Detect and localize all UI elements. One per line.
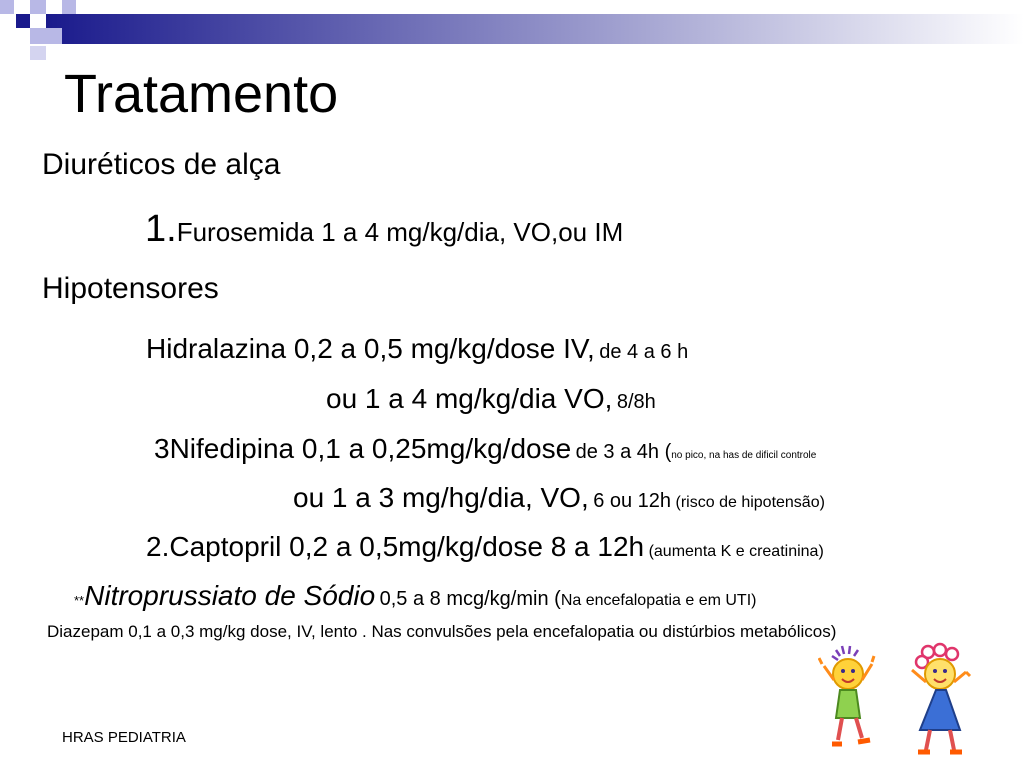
furosemida-line — [145, 208, 623, 252]
captopril-line — [146, 531, 824, 563]
nifedipina-dose: 3Nifedipina 0,1 a 0,25mg/kg/dose — [154, 433, 572, 464]
nifedipina-alt-note: (risco de hipotensão) — [675, 494, 825, 511]
nitro-prefix: ** — [74, 593, 85, 608]
header-square — [30, 46, 46, 60]
header-square — [30, 0, 46, 14]
nifedipina-alt-line — [293, 482, 825, 514]
hidralazina-alt-dose: ou 1 a 4 mg/kg/dia VO, — [326, 383, 613, 414]
captopril-note: (aumenta K e creatinina) — [648, 543, 824, 560]
hidralazina-alt-interval: 8/8h — [616, 391, 656, 413]
nifedipina-note: no pico, na has de dificil controle — [671, 450, 817, 461]
diazepam-line: Diazepam 0,1 a 0,3 mg/kg dose, IV, lento . Nas convulsões pela encefalopatia ou distúrbios metabólicos) — [47, 622, 837, 641]
child-right-figure — [912, 644, 970, 752]
header-square — [16, 14, 30, 28]
header-square — [62, 0, 76, 14]
header-square — [46, 28, 62, 44]
hidralazina-interval: de 4 a 6 h — [599, 341, 689, 363]
header-gradient-band — [46, 14, 1024, 44]
header-decoration — [0, 0, 1024, 62]
header-square — [0, 0, 14, 14]
furosemida-text: Furosemida 1 a 4 mg/kg/dia, VO,ou IM — [176, 217, 624, 247]
hidralazina-alt-line — [326, 383, 656, 415]
section-heading-diureticos: Diuréticos de alça — [42, 148, 281, 181]
footer-label: HRAS PEDIATRIA — [62, 729, 186, 746]
section-heading-hipotensores: Hipotensores — [42, 272, 219, 305]
hidralazina-line — [146, 333, 688, 365]
nitro-name: Nitroprussiato de Sódio — [84, 580, 376, 611]
item-number: 1. — [145, 208, 177, 250]
nifedipina-line — [154, 433, 816, 465]
child-left-figure — [819, 646, 874, 744]
nitro-note: Na encefalopatia e em UTI) — [560, 592, 757, 609]
nifedipina-interval: de 3 a 4h ( — [575, 441, 672, 463]
children-clipart — [818, 640, 978, 765]
captopril-dose: 2.Captopril 0,2 a 0,5mg/kg/dose 8 a 12h — [146, 531, 645, 562]
hidralazina-dose: Hidralazina 0,2 a 0,5 mg/kg/dose IV, — [146, 333, 595, 364]
nifedipina-alt-interval: 6 ou 12h — [593, 490, 672, 512]
nitro-dose: 0,5 a 8 mcg/kg/min ( — [379, 588, 561, 610]
header-square — [30, 28, 46, 44]
nitroprussiato-line — [74, 580, 756, 612]
page-title: Tratamento — [64, 64, 339, 124]
nifedipina-alt-dose: ou 1 a 3 mg/hg/dia, VO, — [293, 482, 589, 513]
